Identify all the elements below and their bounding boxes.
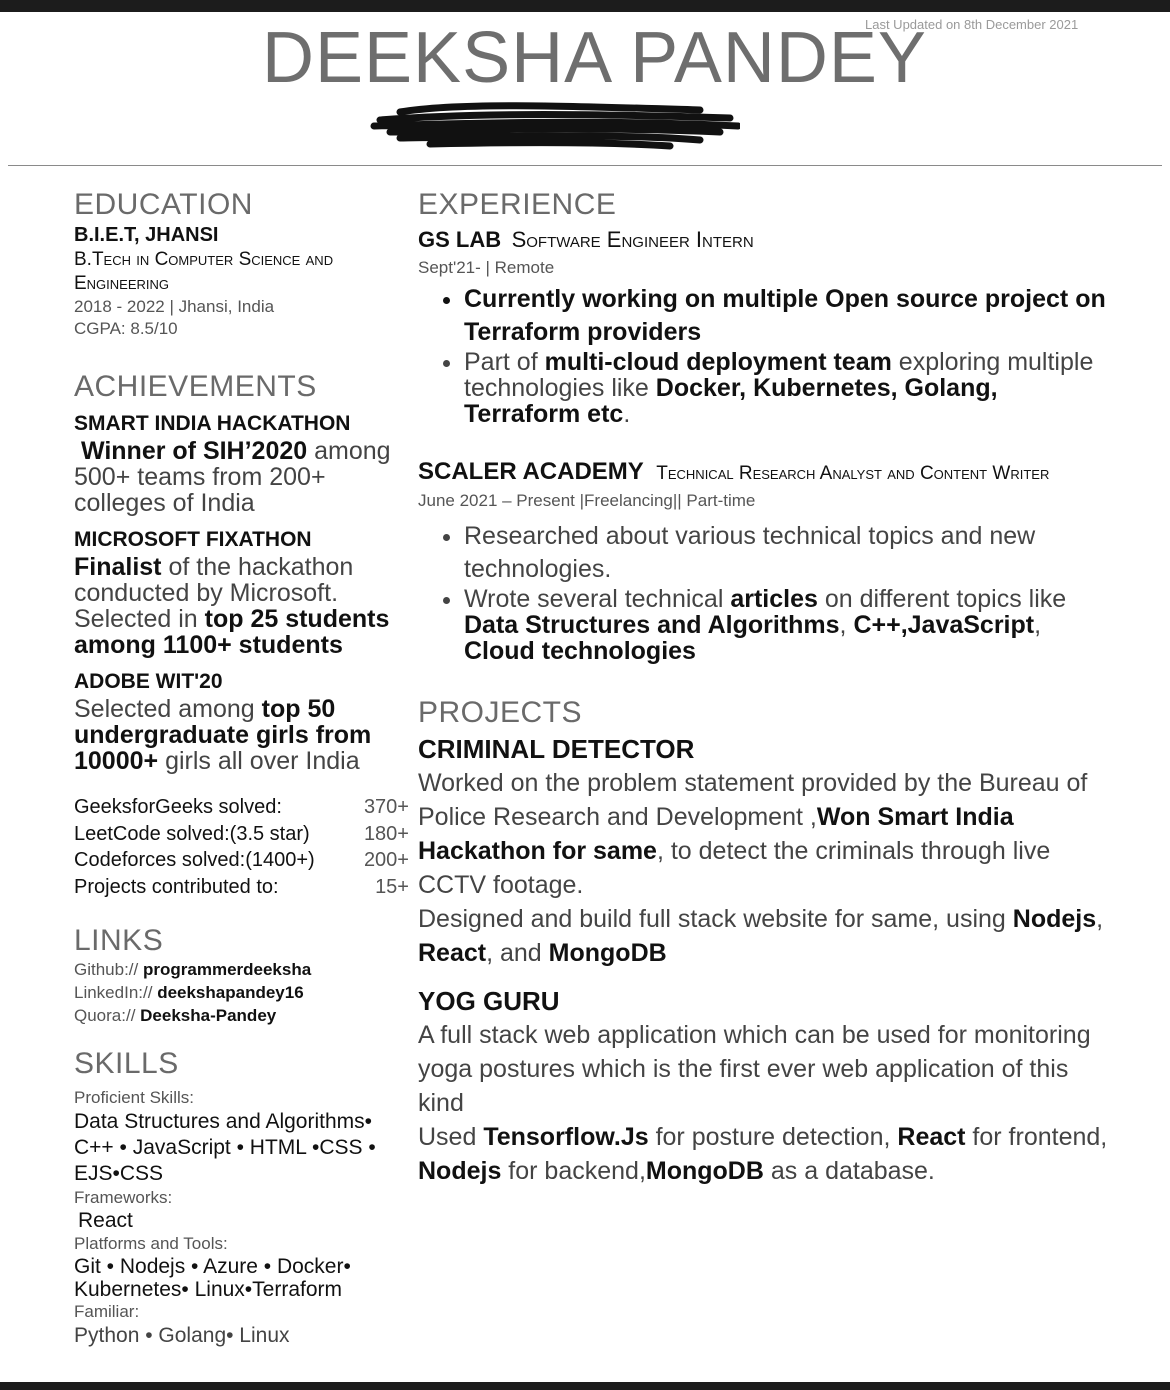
stat-row — [74, 794, 409, 821]
stat-row — [74, 847, 409, 874]
stat-value: 180+ — [363, 822, 409, 845]
section-title-projects: PROJECTS — [418, 696, 583, 729]
link-github[interactable] — [74, 958, 409, 981]
job-org: SCALER ACADEMY — [418, 458, 644, 485]
bullet-highlight: articles — [730, 585, 818, 613]
top-frame-border — [0, 0, 1170, 12]
achievement-text-adobe — [74, 696, 409, 774]
job-bullets — [418, 283, 1118, 427]
bullet-highlight: Data Structures and Algorithms — [464, 611, 840, 639]
skills-frameworks-label: Frameworks: — [74, 1188, 173, 1207]
skills-familiar: Python • Golang• Linux — [74, 1324, 290, 1347]
bullet-text: , — [839, 611, 854, 639]
stat-label: LeetCode solved:(3.5 star) — [74, 822, 310, 845]
bullet-highlight: multi-cloud deployment team — [544, 348, 892, 376]
link-prefix: LinkedIn:// — [74, 983, 153, 1002]
project-title-yog-guru: YOG GURU — [418, 986, 560, 1016]
job-scaler — [418, 459, 1118, 664]
last-updated-note: Last Updated on 8th December 2021 — [865, 17, 1079, 32]
bullet-text: exploring multiple technologies like — [464, 348, 1094, 402]
projects-section — [418, 696, 1118, 1188]
achievement-text: of the hackathon conducted by Microsoft. Selected in — [74, 553, 354, 633]
cgpa: CGPA: 8.5/10 — [74, 319, 178, 338]
bullet-text: , — [1034, 611, 1042, 639]
project-text: Worked on the problem statement provided by the Bureau of Police Research and Development , — [418, 769, 1088, 831]
links-section — [74, 924, 409, 1027]
degree: B.Tech in Computer Science and Engineering — [74, 249, 334, 294]
achievement-title-sih: SMART INDIA HACKATHON — [74, 412, 351, 435]
stat-label: GeeksforGeeks solved: — [74, 796, 282, 818]
bullet-text: . — [623, 400, 631, 428]
skills-section — [74, 1047, 409, 1349]
link-handle[interactable]: Deeksha-Pandey — [140, 1006, 277, 1025]
achievements-section — [74, 370, 409, 774]
job-bullet: • Currently working on multiple Open source project on Terraform providers — [464, 283, 1118, 349]
project-description — [418, 1120, 1118, 1188]
bullet-highlight: Docker, Kubernetes, Golang, Terraform etc — [464, 374, 998, 428]
bullet-highlight: C++,JavaScript — [853, 611, 1035, 639]
link-prefix: Quora:// — [74, 1006, 136, 1025]
skills-proficient-label: Proficient Skills: — [74, 1088, 194, 1107]
job-header — [418, 226, 1118, 257]
link-handle[interactable]: programmerdeeksha — [143, 960, 312, 979]
achievement-text-microsoft — [74, 554, 409, 658]
bottom-frame-border — [0, 1382, 1170, 1390]
project-text: for frontend, — [965, 1123, 1108, 1151]
skills-platforms-label: Platforms and Tools: — [74, 1234, 228, 1253]
achievement-text-sih — [74, 438, 409, 516]
job-header — [418, 459, 1118, 488]
left-column — [74, 188, 409, 1349]
achievement-text: Selected among — [74, 695, 262, 723]
job-meta: June 2021 – Present |Freelancing|| Part-time — [418, 491, 756, 510]
project-highlight: Nodejs — [1012, 905, 1097, 933]
job-gslab — [418, 226, 1118, 427]
job-bullet: • Researched about various technical topics and new technologies. — [464, 520, 1118, 586]
section-title-skills: SKILLS — [74, 1047, 179, 1080]
project-text: Designed and build full stack website for same, using — [418, 905, 1013, 933]
job-bullet — [464, 349, 1118, 427]
section-title-achievements: ACHIEVEMENTS — [74, 370, 317, 403]
project-text: Used — [418, 1123, 484, 1151]
stat-row — [74, 821, 409, 848]
project-description — [418, 902, 1118, 970]
project-text: for posture detection, — [648, 1123, 898, 1151]
link-handle[interactable]: deekshapandey16 — [157, 983, 304, 1002]
project-text: as a database. — [763, 1157, 935, 1185]
section-title-experience: EXPERIENCE — [418, 188, 617, 221]
experience-section — [418, 188, 1118, 664]
bullet-text: Wrote several technical — [464, 585, 731, 613]
job-role: Software Engineer Intern — [511, 227, 754, 252]
skills-frameworks: React — [78, 1209, 133, 1232]
link-quora[interactable] — [74, 1004, 409, 1027]
education-section — [74, 188, 409, 340]
achievement-title-microsoft: MICROSOFT FIXATHON — [74, 528, 312, 551]
right-column — [418, 188, 1118, 1188]
coding-stats — [74, 794, 409, 900]
education-years: 2018 - 2022 | Jhansi, India — [74, 297, 275, 316]
achievement-text: girls all over India — [158, 747, 360, 775]
link-prefix: Github:// — [74, 960, 139, 979]
bullet-highlight: Cloud technologies — [464, 637, 696, 665]
link-linkedin[interactable] — [74, 981, 409, 1004]
stat-value: 370+ — [363, 796, 409, 818]
project-highlight: Won Smart India Hackathon for same — [418, 803, 1014, 865]
job-bullet — [464, 586, 1118, 664]
job-meta: Sept'21- | Remote — [418, 258, 555, 277]
skills-platforms: Git • Nodejs • Azure • Docker• Kubernetes• Linux•Terraform — [74, 1255, 351, 1301]
section-title-links: LINKS — [74, 924, 164, 957]
achievement-highlight: Finalist — [74, 553, 162, 581]
project-highlight: React — [897, 1123, 966, 1151]
project-highlight: Tensorflow.Js — [483, 1123, 649, 1151]
bullet-text: on different topics like — [817, 585, 1067, 613]
project-highlight: MongoDB — [645, 1157, 764, 1185]
achievement-highlight: Winner of SIH’2020 — [80, 437, 308, 465]
job-role: Technical Research Analyst and Content Writer — [656, 463, 1050, 484]
achievement-highlight: top 25 students among 1100+ students — [74, 605, 390, 659]
job-bullets — [418, 520, 1118, 664]
stat-row — [74, 874, 409, 901]
achievement-text: among 500+ teams from 200+ colleges of India — [74, 437, 391, 517]
header-divider — [8, 165, 1162, 166]
bullet-text: Part of — [464, 348, 545, 376]
project-highlight: React — [418, 939, 487, 967]
stat-value: 15+ — [375, 875, 409, 898]
section-title-education: EDUCATION — [74, 188, 253, 221]
skills-proficient: Data Structures and Algorithms• C++ • JavaScript • HTML •CSS • EJS•CSS — [74, 1110, 376, 1185]
project-highlight: Nodejs — [418, 1157, 502, 1185]
candidate-name: DEEKSHA PANDEY — [262, 18, 927, 98]
project-text: , — [1096, 905, 1104, 933]
redacted-contact-scribble — [370, 98, 740, 154]
skills-familiar-label: Familiar: — [74, 1302, 140, 1321]
project-text: for backend, — [501, 1157, 646, 1185]
job-org: GS LAB — [418, 227, 502, 252]
project-title-criminal-detector: CRIMINAL DETECTOR — [418, 734, 695, 764]
achievement-highlight: top 50 undergraduate girls from 10000+ — [74, 695, 372, 775]
project-description: A full stack web application which can be used for monitoring yoga postures which is the first ever web application of this kind — [418, 1021, 1091, 1117]
achievement-title-adobe: ADOBE WIT'20 — [74, 670, 223, 693]
school-name: B.I.E.T, JHANSI — [74, 224, 219, 246]
project-text: , and — [486, 939, 549, 967]
project-description — [418, 766, 1118, 902]
project-text: , to detect the criminals through live CCTV footage. — [418, 837, 1051, 899]
stat-value: 200+ — [363, 849, 409, 871]
stat-label: Projects contributed to: — [74, 875, 279, 898]
project-highlight: MongoDB — [548, 939, 667, 967]
stat-label: Codeforces solved:(1400+) — [74, 849, 315, 871]
